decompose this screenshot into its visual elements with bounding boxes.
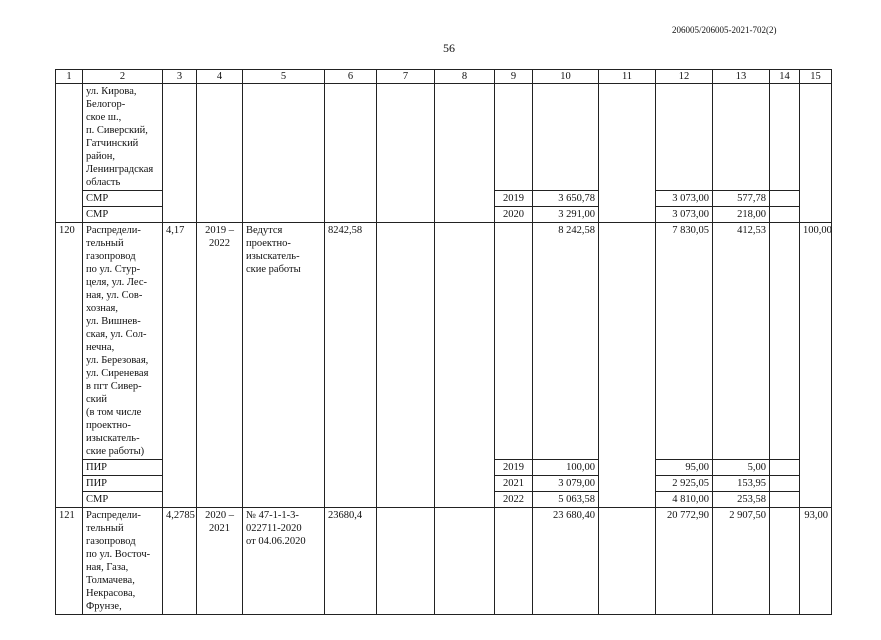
col-header-3: 3	[163, 70, 197, 84]
page-number: 56	[443, 41, 455, 55]
col-header-12: 12	[656, 70, 713, 84]
year-cell: 2022	[495, 492, 533, 508]
col8-cell	[435, 223, 495, 508]
col-header-11: 11	[599, 70, 656, 84]
length-cell	[163, 84, 197, 223]
local-cell: 153,95	[713, 476, 770, 492]
regional-cell: 4 810,00	[656, 492, 713, 508]
col-header-14: 14	[770, 70, 800, 84]
col14-cell	[770, 508, 800, 615]
object-name: Распредели- тельный газопровод по ул. Восточ- ная, Газа, Толмачева, Некрасова, Фрунзе,	[83, 508, 163, 615]
length-cell: 4,2785	[163, 508, 197, 615]
local-cell: 253,58	[713, 492, 770, 508]
local-cell	[713, 84, 770, 191]
total-cell: 8 242,58	[533, 223, 599, 460]
total-cell: 23 680,40	[533, 508, 599, 615]
col11-cell	[599, 223, 656, 508]
regional-cell: 95,00	[656, 460, 713, 476]
register-table	[55, 69, 832, 615]
table-row	[56, 508, 832, 615]
col14-cell	[770, 191, 800, 207]
object-name: Распредели- тельный газопровод по ул. Стур- целя, ул. Лес- ная, ул. Сов- хозная, ул. Вишнев- ская, ул. Сол- нечна, ул. Березовая, ул. Сиреневая в пгт Сивер- ский (в том числе проектно- изыскатель- ские работы)	[83, 223, 163, 460]
col-header-8: 8	[435, 70, 495, 84]
column-number-row	[56, 70, 832, 84]
work-type: СМР	[83, 492, 163, 508]
cost-cell: 8242,58	[325, 223, 377, 508]
col-header-10: 10	[533, 70, 599, 84]
col-header-15: 15	[800, 70, 832, 84]
regional-cell	[656, 84, 713, 191]
col8-cell	[435, 508, 495, 615]
table-row	[56, 84, 832, 191]
regional-cell: 3 073,00	[656, 207, 713, 223]
col-header-6: 6	[325, 70, 377, 84]
col14-cell	[770, 492, 800, 508]
col-header-13: 13	[713, 70, 770, 84]
local-cell: 412,53	[713, 223, 770, 460]
status-cell: № 47-1-1-3- 022711-2020 от 04.06.2020	[243, 508, 325, 615]
local-cell: 5,00	[713, 460, 770, 476]
readiness-cell: 100,00	[800, 223, 832, 508]
local-cell: 218,00	[713, 207, 770, 223]
col14-cell	[770, 84, 800, 191]
regional-cell: 2 925,05	[656, 476, 713, 492]
cost-cell	[325, 84, 377, 223]
col-header-4: 4	[197, 70, 243, 84]
row-number: 121	[56, 508, 83, 615]
regional-cell: 7 830,05	[656, 223, 713, 460]
total-cell	[533, 84, 599, 191]
col8-cell	[435, 84, 495, 223]
work-type: ПИР	[83, 476, 163, 492]
local-cell: 2 907,50	[713, 508, 770, 615]
total-cell: 3 650,78	[533, 191, 599, 207]
col-header-7: 7	[377, 70, 435, 84]
year-cell: 2019	[495, 460, 533, 476]
work-type: СМР	[83, 207, 163, 223]
col7-cell	[377, 223, 435, 508]
work-type: СМР	[83, 191, 163, 207]
row-number	[56, 84, 83, 223]
col-header-1: 1	[56, 70, 83, 84]
status-cell: Ведутся проектно- изыскатель- ские работы	[243, 223, 325, 508]
regional-cell: 3 073,00	[656, 191, 713, 207]
year-cell: 2021	[495, 476, 533, 492]
period-cell	[197, 84, 243, 223]
year-cell	[495, 223, 533, 460]
col11-cell	[599, 84, 656, 223]
local-cell: 577,78	[713, 191, 770, 207]
col11-cell	[599, 508, 656, 615]
readiness-cell: 93,00	[800, 508, 832, 615]
document-reference: 206005/206005-2021-702(2)	[672, 25, 777, 35]
col14-cell	[770, 207, 800, 223]
col-header-5: 5	[243, 70, 325, 84]
total-cell: 3 079,00	[533, 476, 599, 492]
total-cell: 5 063,58	[533, 492, 599, 508]
year-cell	[495, 508, 533, 615]
col14-cell	[770, 460, 800, 476]
object-name: ул. Кирова, Белогор- ское ш., п. Сиверский, Гатчинский район, Ленинградская область	[83, 84, 163, 191]
row-number: 120	[56, 223, 83, 508]
year-cell: 2020	[495, 207, 533, 223]
col-header-2: 2	[83, 70, 163, 84]
work-type: ПИР	[83, 460, 163, 476]
status-cell	[243, 84, 325, 223]
col-header-9: 9	[495, 70, 533, 84]
readiness-cell	[800, 84, 832, 223]
col14-cell	[770, 476, 800, 492]
table-row	[56, 223, 832, 460]
length-cell: 4,17	[163, 223, 197, 508]
year-cell: 2019	[495, 191, 533, 207]
col7-cell	[377, 508, 435, 615]
cost-cell: 23680,4	[325, 508, 377, 615]
period-cell: 2019 – 2022	[197, 223, 243, 508]
regional-cell: 20 772,90	[656, 508, 713, 615]
period-cell: 2020 – 2021	[197, 508, 243, 615]
total-cell: 100,00	[533, 460, 599, 476]
col14-cell	[770, 223, 800, 460]
total-cell: 3 291,00	[533, 207, 599, 223]
year-cell	[495, 84, 533, 191]
col7-cell	[377, 84, 435, 223]
